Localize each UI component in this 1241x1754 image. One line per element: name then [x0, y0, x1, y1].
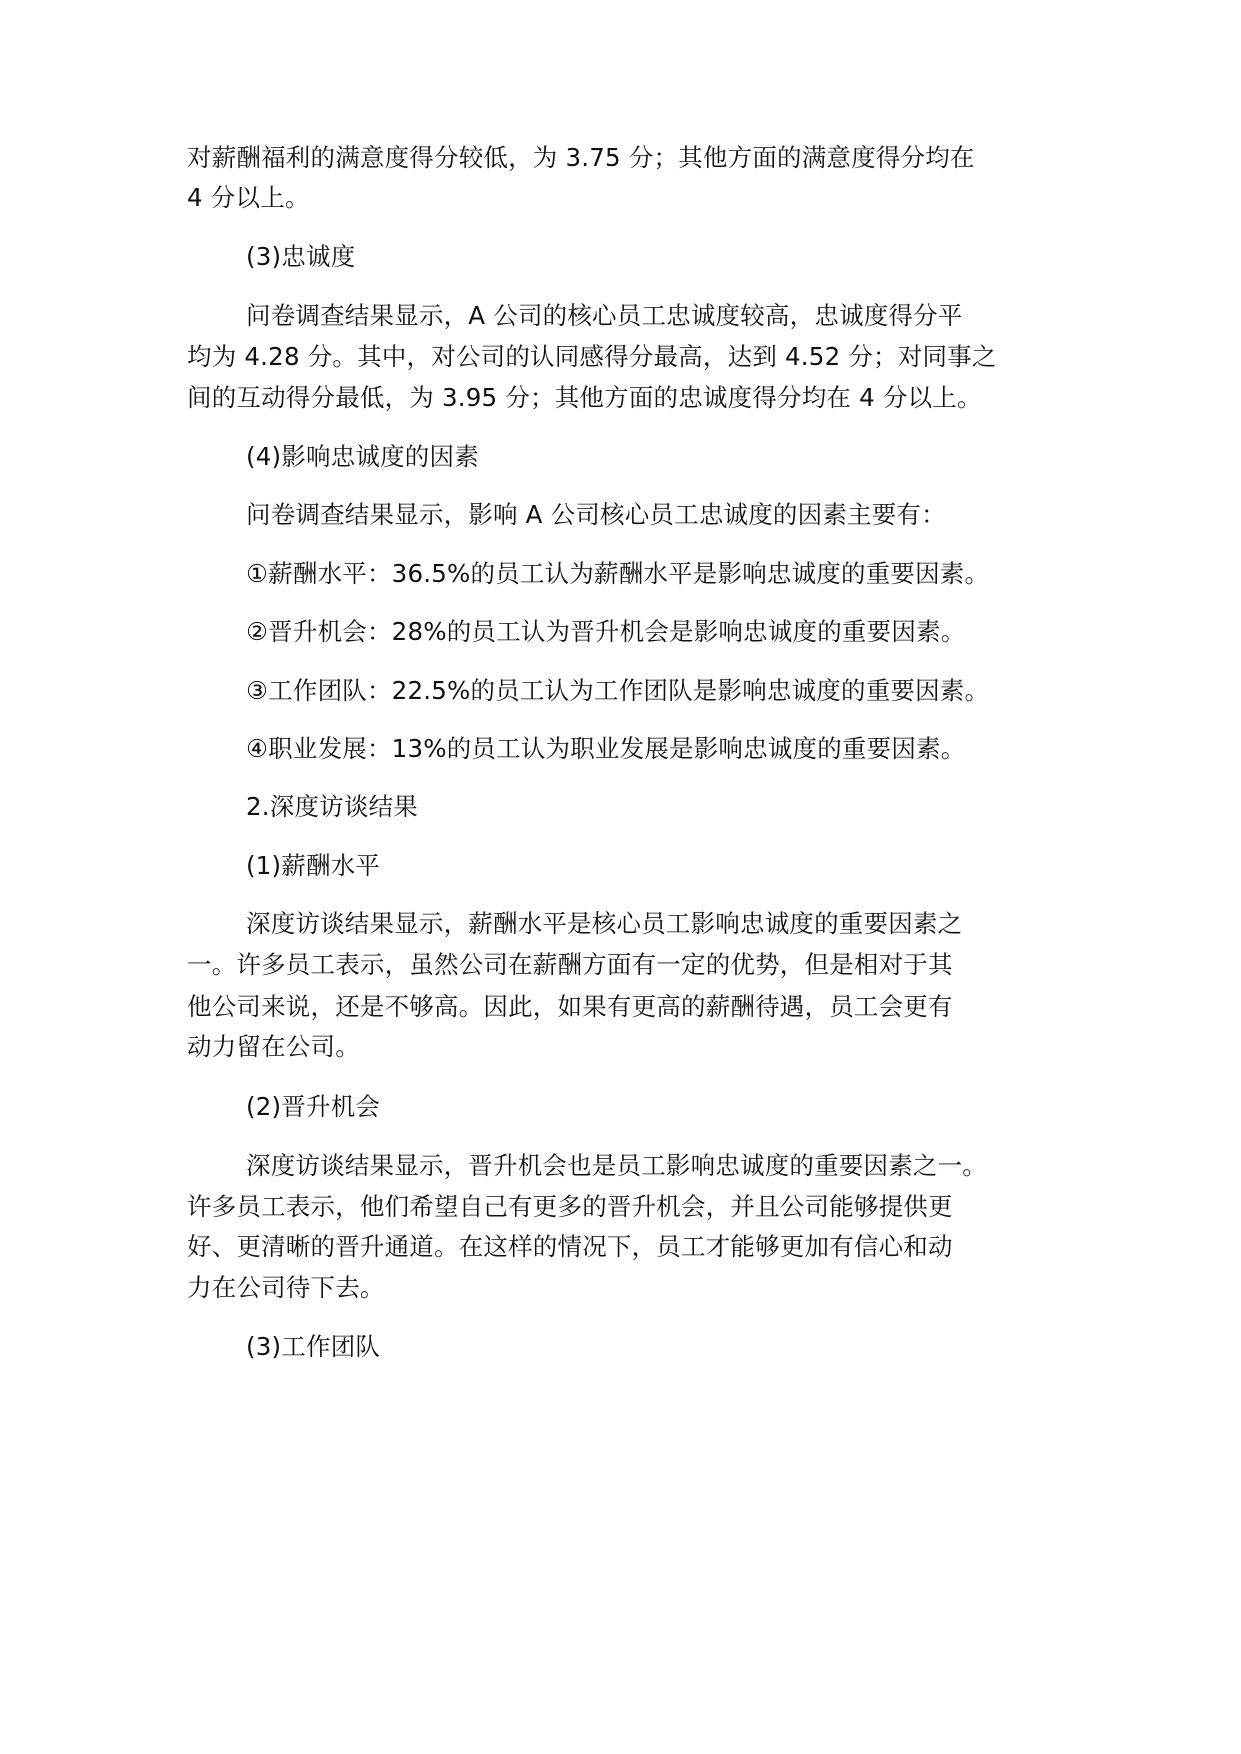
section-heading: (1)薪酬水平: [246, 851, 381, 880]
paragraph-line: 好、更清晰的晋升通道。在这样的情况下，员工才能够更加有信心和动: [187, 1232, 953, 1261]
paragraph-line: 4 分以上。: [187, 183, 310, 212]
paragraph-line: 他公司来说，还是不够高。因此，如果有更高的薪酬待遇，员工会更有: [187, 992, 953, 1021]
paragraph-line: 间的互动得分最低，为 3.95 分；其他方面的忠诚度得分均在 4 分以上。: [187, 383, 982, 412]
list-item: ④职业发展：13%的员工认为职业发展是影响忠诚度的重要因素。: [246, 734, 966, 763]
paragraph-line: 深度访谈结果显示，薪酬水平是核心员工影响忠诚度的重要因素之: [246, 909, 963, 938]
paragraph-line: 一。许多员工表示，虽然公司在薪酬方面有一定的优势，但是相对于其: [187, 950, 953, 979]
paragraph-line: 对薪酬福利的满意度得分较低，为 3.75 分；其他方面的满意度得分均在: [187, 143, 975, 172]
section-heading: 2.深度访谈结果: [246, 792, 418, 821]
paragraph-line: 许多员工表示，他们希望自己有更多的晋升机会，并且公司能够提供更: [187, 1192, 953, 1221]
list-item: ①薪酬水平：36.5%的员工认为薪酬水平是影响忠诚度的重要因素。: [246, 559, 990, 588]
paragraph-line: 动力留在公司。: [187, 1032, 360, 1061]
paragraph-line: 问卷调查结果显示，影响 A 公司核心员工忠诚度的因素主要有：: [246, 500, 946, 529]
paragraph-line: 均为 4.28 分。其中，对公司的认同感得分最高，达到 4.52 分；对同事之: [187, 342, 997, 371]
section-heading: (3)工作团队: [246, 1332, 381, 1361]
list-item: ③工作团队：22.5%的员工认为工作团队是影响忠诚度的重要因素。: [246, 676, 990, 705]
paragraph-line: 力在公司待下去。: [187, 1273, 385, 1302]
paragraph-line: 深度访谈结果显示，晋升机会也是员工影响忠诚度的重要因素之一。: [246, 1151, 987, 1180]
list-item: ②晋升机会：28%的员工认为晋升机会是影响忠诚度的重要因素。: [246, 617, 966, 646]
paragraph-line: 问卷调查结果显示，A 公司的核心员工忠诚度较高，忠诚度得分平: [246, 301, 963, 330]
section-heading: (3)忠诚度: [246, 242, 356, 271]
section-heading: (2)晋升机会: [246, 1092, 381, 1121]
section-heading: (4)影响忠诚度的因素: [246, 442, 479, 471]
